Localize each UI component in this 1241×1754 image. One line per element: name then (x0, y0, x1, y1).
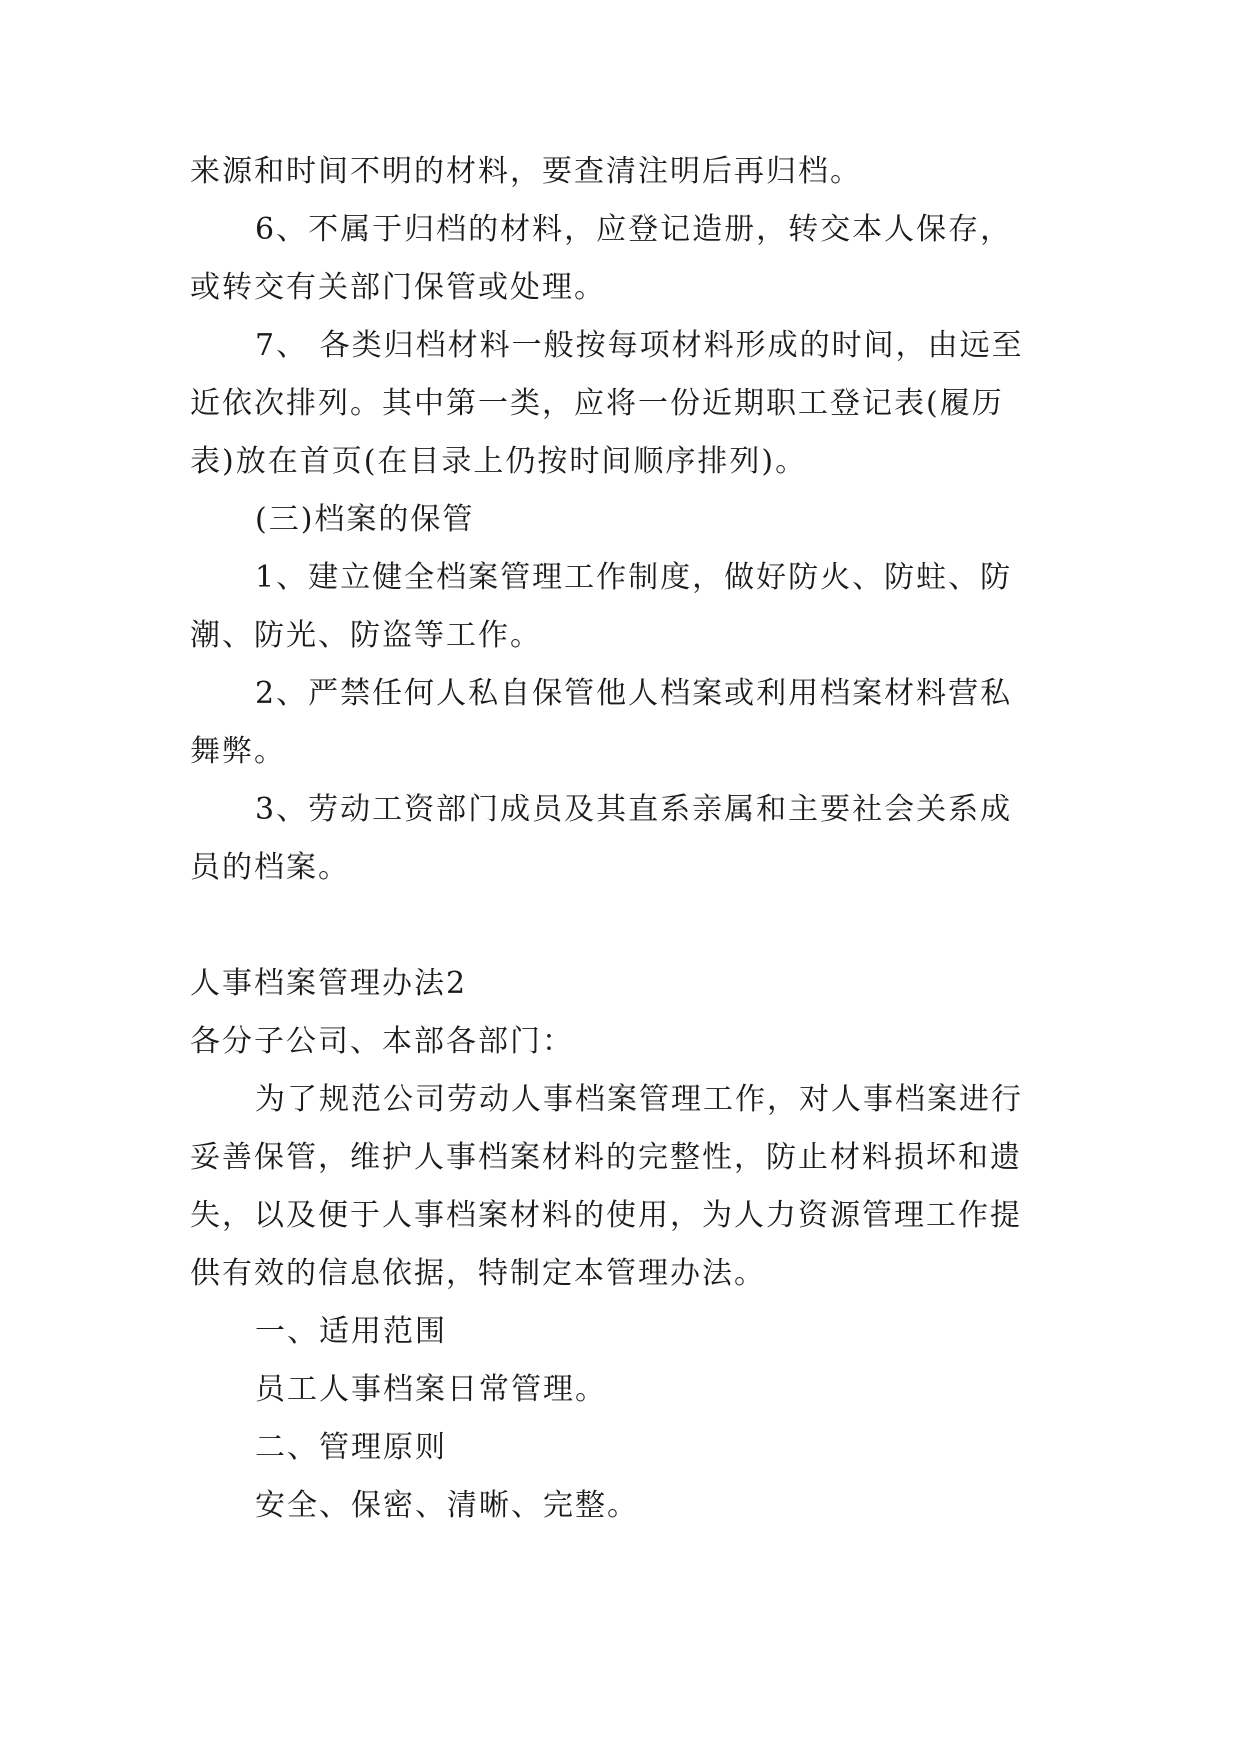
text-line: 近依次排列。其中第一类，应将一份近期职工登记表(履历 (190, 386, 1004, 421)
text-line: 7、 各类归档材料一般按每项材料形成的时间，由远至 (255, 328, 1024, 363)
section-heading: 二、管理原则 (255, 1430, 447, 1465)
text-line: 安全、保密、清晰、完整。 (255, 1488, 639, 1523)
section-heading: 一、适用范围 (255, 1314, 447, 1349)
text-line: 2、严禁任何人私自保管他人档案或利用档案材料营私 (255, 676, 1013, 711)
text-line: 或转交有关部门保管或处理。 (190, 270, 606, 305)
text-line: 舞弊。 (190, 734, 286, 769)
text-line: 潮、防光、防盗等工作。 (190, 618, 542, 653)
text-line: 来源和时间不明的材料，要查清注明后再归档。 (190, 154, 862, 189)
text-line: 失，以及便于人事档案材料的使用，为人力资源管理工作提 (190, 1198, 1022, 1233)
text-line: 供有效的信息依据，特制定本管理办法。 (190, 1256, 766, 1291)
text-line: 1、建立健全档案管理工作制度，做好防火、防蛀、防 (255, 560, 1013, 595)
text-line: 3、劳动工资部门成员及其直系亲属和主要社会关系成 (255, 792, 1013, 827)
text-line: 员工人事档案日常管理。 (255, 1372, 607, 1407)
text-line: 员的档案。 (190, 850, 350, 885)
addressee-line: 各分子公司、本部各部门： (190, 1024, 574, 1059)
section-heading: (三)档案的保管 (255, 502, 475, 537)
document-title: 人事档案管理办法2 (190, 966, 468, 1001)
text-line: 妥善保管，维护人事档案材料的完整性，防止材料损坏和遗 (190, 1140, 1022, 1175)
text-line: 6、不属于归档的材料，应登记造册，转交本人保存， (255, 212, 1013, 247)
text-line: 为了规范公司劳动人事档案管理工作，对人事档案进行 (255, 1082, 1023, 1117)
text-line: 表)放在首页(在目录上仍按时间顺序排列)。 (190, 444, 808, 479)
